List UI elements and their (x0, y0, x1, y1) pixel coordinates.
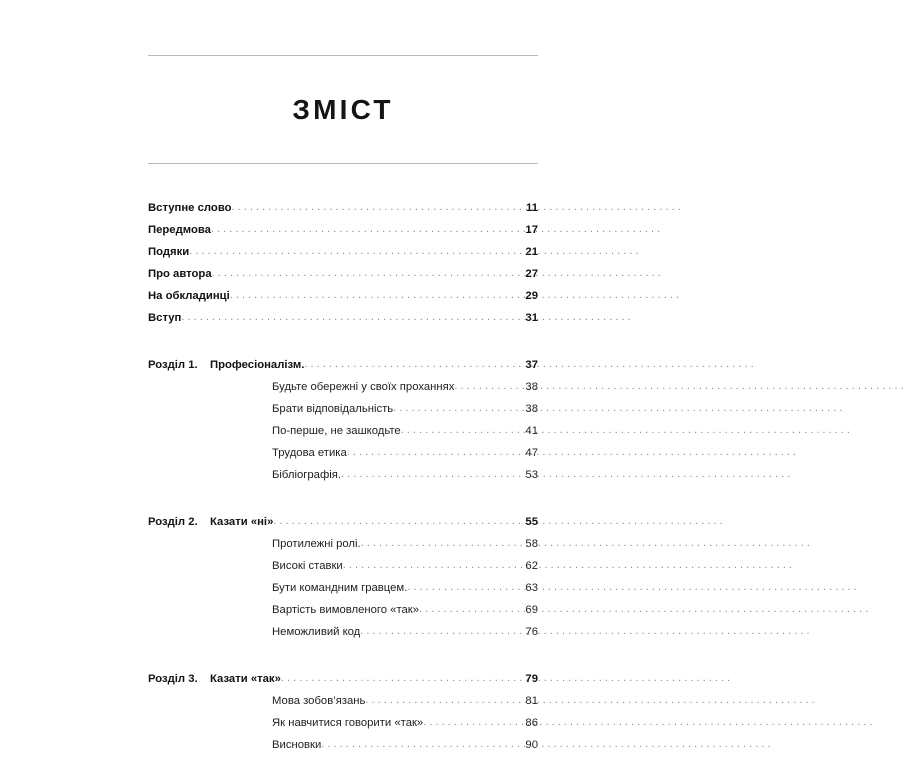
dot-leader (360, 626, 524, 637)
dot-leader (407, 582, 524, 593)
toc-entry-title: Подяки (148, 246, 190, 258)
toc-entry-page-number: 11 (526, 202, 538, 214)
toc-entry[interactable] (148, 717, 538, 739)
toc-entry-title: Бібліографія. (272, 469, 342, 481)
toc-entry-title: Неможливий код (272, 626, 361, 638)
dot-leader (273, 516, 524, 527)
dot-leader (341, 469, 524, 480)
toc-heading-block (148, 55, 538, 164)
toc-entry-title: Професіоналізм. (210, 359, 305, 371)
toc-entry-page-number: 31 (525, 312, 538, 324)
toc-entry-page-number: 21 (525, 246, 538, 258)
toc-entry-page-number: 38 (525, 381, 538, 393)
toc-entry-title: Брати відповідальність (272, 403, 394, 415)
toc-entry-page-number: 69 (525, 604, 538, 616)
toc-entry[interactable] (148, 246, 538, 268)
page-title: ЗМІСТ (292, 93, 394, 125)
toc-entry-title: Трудова етика (272, 447, 347, 459)
toc-entry[interactable] (148, 626, 538, 648)
toc-entry-list (148, 202, 538, 761)
dot-leader (365, 695, 524, 706)
toc-entry[interactable] (148, 224, 538, 246)
toc-entry[interactable] (148, 447, 538, 469)
dot-leader (419, 604, 524, 615)
toc-entry-title: Вартість вимовленого «так» (272, 604, 420, 616)
heading-rule-bottom (148, 163, 538, 164)
toc-entry-page-number: 55 (525, 516, 538, 528)
dot-leader (423, 717, 524, 728)
toc-entry-title: По-перше, не зашкодьте (272, 425, 401, 437)
dot-leader (181, 312, 524, 323)
toc-entry[interactable] (148, 359, 538, 381)
toc-entry-page-number: 27 (525, 268, 538, 280)
toc-entry-title: Протилежні ролі. (272, 538, 361, 550)
toc-entry-page-number: 53 (525, 469, 538, 481)
toc-entry-title: Бути командним гравцем. (272, 582, 408, 594)
dot-leader (189, 246, 524, 257)
toc-entry-title: Високі ставки (272, 560, 343, 572)
dot-leader (454, 381, 524, 392)
toc-entry-title: Про автора (148, 268, 212, 280)
toc-entry[interactable] (148, 582, 538, 604)
toc-group-chapter-1 (148, 359, 538, 491)
toc-entry-page-number: 86 (525, 717, 538, 729)
toc-entry-title: Казати «ні» (210, 516, 274, 528)
toc-entry[interactable] (148, 673, 538, 695)
toc-entry[interactable] (148, 695, 538, 717)
toc-entry-page-number: 29 (525, 290, 538, 302)
toc-entry[interactable] (148, 312, 538, 334)
toc-entry-title: На обкладинці (148, 290, 230, 302)
toc-entry-page-number: 38 (525, 403, 538, 415)
toc-entry[interactable] (148, 516, 538, 538)
toc-entry-chapter-label: Розділ 1. (148, 359, 198, 371)
toc-entry-page-number: 76 (525, 626, 538, 638)
toc-entry[interactable] (148, 202, 538, 224)
toc-entry-title: Передмова (148, 224, 211, 236)
dot-leader (304, 359, 524, 370)
dot-leader (212, 268, 525, 279)
dot-leader (347, 447, 525, 458)
dot-leader (230, 290, 525, 301)
toc-entry-page-number: 17 (525, 224, 538, 236)
toc-entry[interactable] (148, 739, 538, 761)
toc-entry[interactable] (148, 469, 538, 491)
dot-leader (232, 202, 526, 213)
toc-entry-page-number: 79 (525, 673, 538, 685)
toc-group-chapter-2 (148, 516, 538, 648)
toc-entry-page-number: 62 (525, 560, 538, 572)
toc-group-front-matter (148, 202, 538, 334)
toc-entry[interactable] (148, 381, 538, 403)
toc-entry-title: Казати «так» (210, 673, 281, 685)
page-title-wrap (148, 56, 538, 163)
toc-entry-page-number: 81 (525, 695, 538, 707)
toc-entry-title: Як навчитися говорити «так» (272, 717, 424, 729)
toc-entry-title: Висновки (272, 739, 322, 751)
toc-entry-page-number: 58 (525, 538, 538, 550)
toc-entry-title: Вступ (148, 312, 182, 324)
toc-entry-chapter-label: Розділ 2. (148, 516, 198, 528)
toc-entry-page-number: 47 (525, 447, 538, 459)
toc-entry-page-number: 90 (525, 739, 538, 751)
dot-leader (343, 560, 525, 571)
dot-leader (321, 739, 524, 750)
toc-entry-page-number: 41 (525, 425, 538, 437)
toc-entry-page-number: 63 (525, 582, 538, 594)
toc-entry[interactable] (148, 604, 538, 626)
toc-entry-title: Мова зобов’язань (272, 695, 366, 707)
toc-entry[interactable] (148, 403, 538, 425)
dot-leader (361, 538, 525, 549)
dot-leader (211, 224, 524, 235)
toc-entry[interactable] (148, 560, 538, 582)
toc-entry[interactable] (148, 290, 538, 312)
toc-entry-chapter-label: Розділ 3. (148, 673, 198, 685)
toc-entry-title: Вступне слово (148, 202, 232, 214)
dot-leader (281, 673, 525, 684)
toc-entry[interactable] (148, 268, 538, 290)
toc-entry[interactable] (148, 425, 538, 447)
dot-leader (393, 403, 524, 414)
toc-entry-title: Будьте обережні у своїх проханнях (272, 381, 455, 393)
toc-entry[interactable] (148, 538, 538, 560)
toc-entry-page-number: 37 (525, 359, 538, 371)
dot-leader (401, 425, 525, 436)
toc-group-chapter-3 (148, 673, 538, 761)
